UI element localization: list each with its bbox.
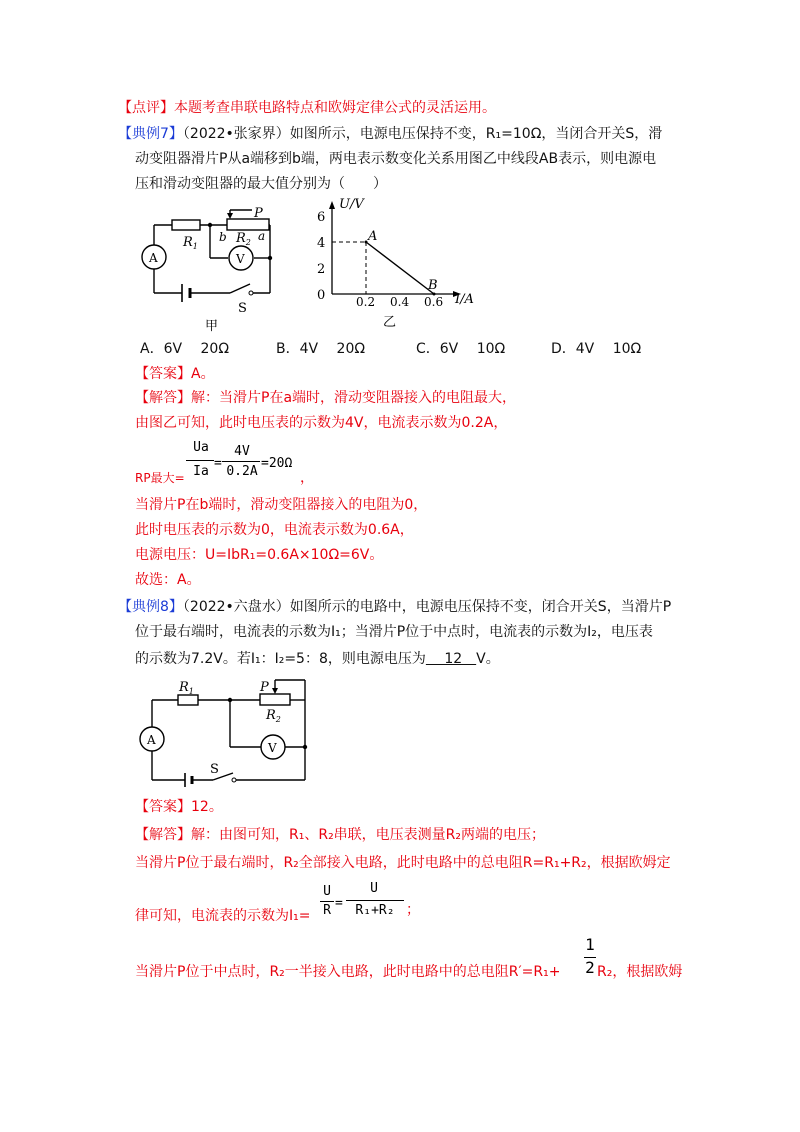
ex7-line1 [118, 124, 662, 144]
frac-u-2: U [370, 881, 378, 896]
y-tick-label: 6 [317, 210, 326, 225]
r2-label: $R_2$ [236, 231, 251, 247]
ex8-text1: （2022•六盘水）如图所示的电路中，电源电压保持不变，闭合开关S，当滑片P [182, 599, 672, 615]
frac-r1r2: R₁+R₂ [355, 903, 395, 918]
ex7-solution-4: 此时电压表的示数为0，电流表示数为0.6A， [135, 522, 414, 538]
a-label: a [258, 229, 266, 243]
frac-line-2 [222, 461, 260, 462]
b-label: b [219, 230, 227, 244]
ex7-solution-5: 电源电压：U=IbR₁=0.6A×10Ω=6V。 [135, 547, 384, 563]
ex7-solution-6: 故选：A。 [135, 572, 201, 588]
frac-line-3 [320, 901, 334, 902]
p-label-2: P [260, 680, 269, 695]
formula-comma: ， [300, 470, 314, 486]
r1-label: $R_1$ [183, 235, 198, 251]
y-tick-label: 2 [317, 262, 326, 277]
switch-label: S [238, 301, 247, 316]
frac-eq: = [214, 456, 222, 471]
ex8-solution-2: 当滑片P位于最右端时，R₂全部接入电路，此时电路中的总电阻R=R₁+R₂，根据欧姆定 [135, 855, 671, 871]
ammeter-label-2: A [147, 733, 156, 747]
x-tick-label: 0.2 [356, 295, 376, 309]
point-label: B [428, 278, 438, 293]
ex8-line2: 位于最右端时，电流表的示数为I₁；当滑片P位于中点时，电流表的示数为I₂，电压表 [135, 624, 653, 640]
circuit-diagram-2 [135, 675, 320, 790]
frac-r: R [323, 903, 331, 918]
ex8-text3a: 的示数为7.2V。若I₁：I₂=5：8，则电源电压为 [135, 651, 426, 667]
x-tick-label: 0.6 [424, 295, 444, 309]
option-d: D．4V 10Ω [551, 341, 642, 357]
ex7-line2: 动变阻器滑片P从a端移到b端，两电表示数变化关系用图乙中线段AB表示，则电源电 [135, 151, 657, 167]
ex7-answer: 【答案】A。 [135, 366, 215, 382]
frac-4v: 4V [234, 444, 250, 459]
ex8-tag: 【典例8】 [118, 599, 183, 615]
option-a: A．6V 20Ω [140, 341, 230, 357]
xlabel: I/A [455, 292, 474, 307]
ammeter-label: A [149, 251, 158, 265]
ex8-line3 [135, 649, 500, 669]
ex8-solution-1: 【解答】解：由图可知，R₁、R₂串联，电压表测量R₂两端的电压； [135, 827, 546, 843]
frac-1: 1 [585, 935, 595, 954]
ex8-solution-4b: R₂，根据欧姆 [597, 964, 683, 980]
ex7-line3: 压和滑动变阻器的最大值分别为（ ） [135, 176, 387, 192]
ex8-solution-4: 当滑片P位于中点时，R₂一半接入电路，此时电路中的总电阻R′=R₁+ [135, 964, 561, 980]
ex7-solution-3: 当滑片P在b端时，滑动变阻器接入的电阻为0， [135, 497, 428, 513]
ex7-solution-1: 【解答】解：当滑片P在a端时，滑动变阻器接入的电阻最大， [135, 390, 517, 406]
frac-u: U [323, 884, 331, 899]
r2-label-2: $R_2$ [266, 708, 281, 724]
ex8-answer: 【答案】12。 [135, 799, 223, 815]
comment-text: 本题考查串联电路特点和欧姆定律公式的灵活运用。 [174, 100, 496, 116]
ex8-semicolon: ； [406, 902, 420, 918]
series-line-ab [366, 242, 434, 294]
switch-label-2: S [210, 762, 219, 777]
p-label: P [254, 206, 263, 221]
frac-result: =20Ω [261, 456, 293, 471]
voltmeter-label: V [236, 252, 245, 266]
option-c: C．6V 10Ω [416, 341, 506, 357]
frac-eq-2: = [335, 896, 343, 911]
ex8-blank-answer: 12 [425, 651, 477, 667]
ex7-solution-2: 由图乙可知，此时电压表的示数为4V，电流表示数为0.2A， [135, 415, 508, 431]
y-tick-label: 0 [317, 288, 326, 303]
x-tick-label: 0.4 [390, 295, 410, 309]
frac-ua: Ua [193, 440, 209, 455]
frac-line-1 [186, 460, 214, 461]
ex8-text3b: V。 [476, 651, 500, 667]
option-b: B．4V 20Ω [276, 341, 366, 357]
caption-yi: 乙 [383, 315, 397, 330]
ui-graph [305, 198, 495, 333]
ex7-text1: （2022•张家界）如图所示，电源电压保持不变，R₁=10Ω，当闭合开关S，滑 [182, 126, 663, 142]
ex7-tag: 【典例7】 [118, 126, 183, 142]
frac-02a: 0.2A [226, 464, 258, 479]
frac-2: 2 [585, 958, 595, 977]
comment-tag: 【点评】 [118, 100, 174, 116]
frac-ia: Ia [193, 464, 209, 479]
point-label: A [368, 229, 378, 244]
r1-label-2: $R_1$ [179, 680, 194, 696]
comment-line [118, 98, 496, 118]
frac-line-4 [346, 900, 404, 901]
voltmeter-label-2: V [268, 741, 277, 755]
ylabel: U/V [339, 198, 364, 212]
circuit-diagram-1 [130, 200, 300, 335]
ex8-line1 [118, 597, 671, 617]
ex7-formula-label: RP最大= [135, 471, 185, 485]
ex8-solution-3: 律可知，电流表的示数为I₁= [135, 908, 311, 924]
y-tick-label: 4 [317, 236, 326, 251]
caption-jia: 甲 [205, 319, 219, 334]
